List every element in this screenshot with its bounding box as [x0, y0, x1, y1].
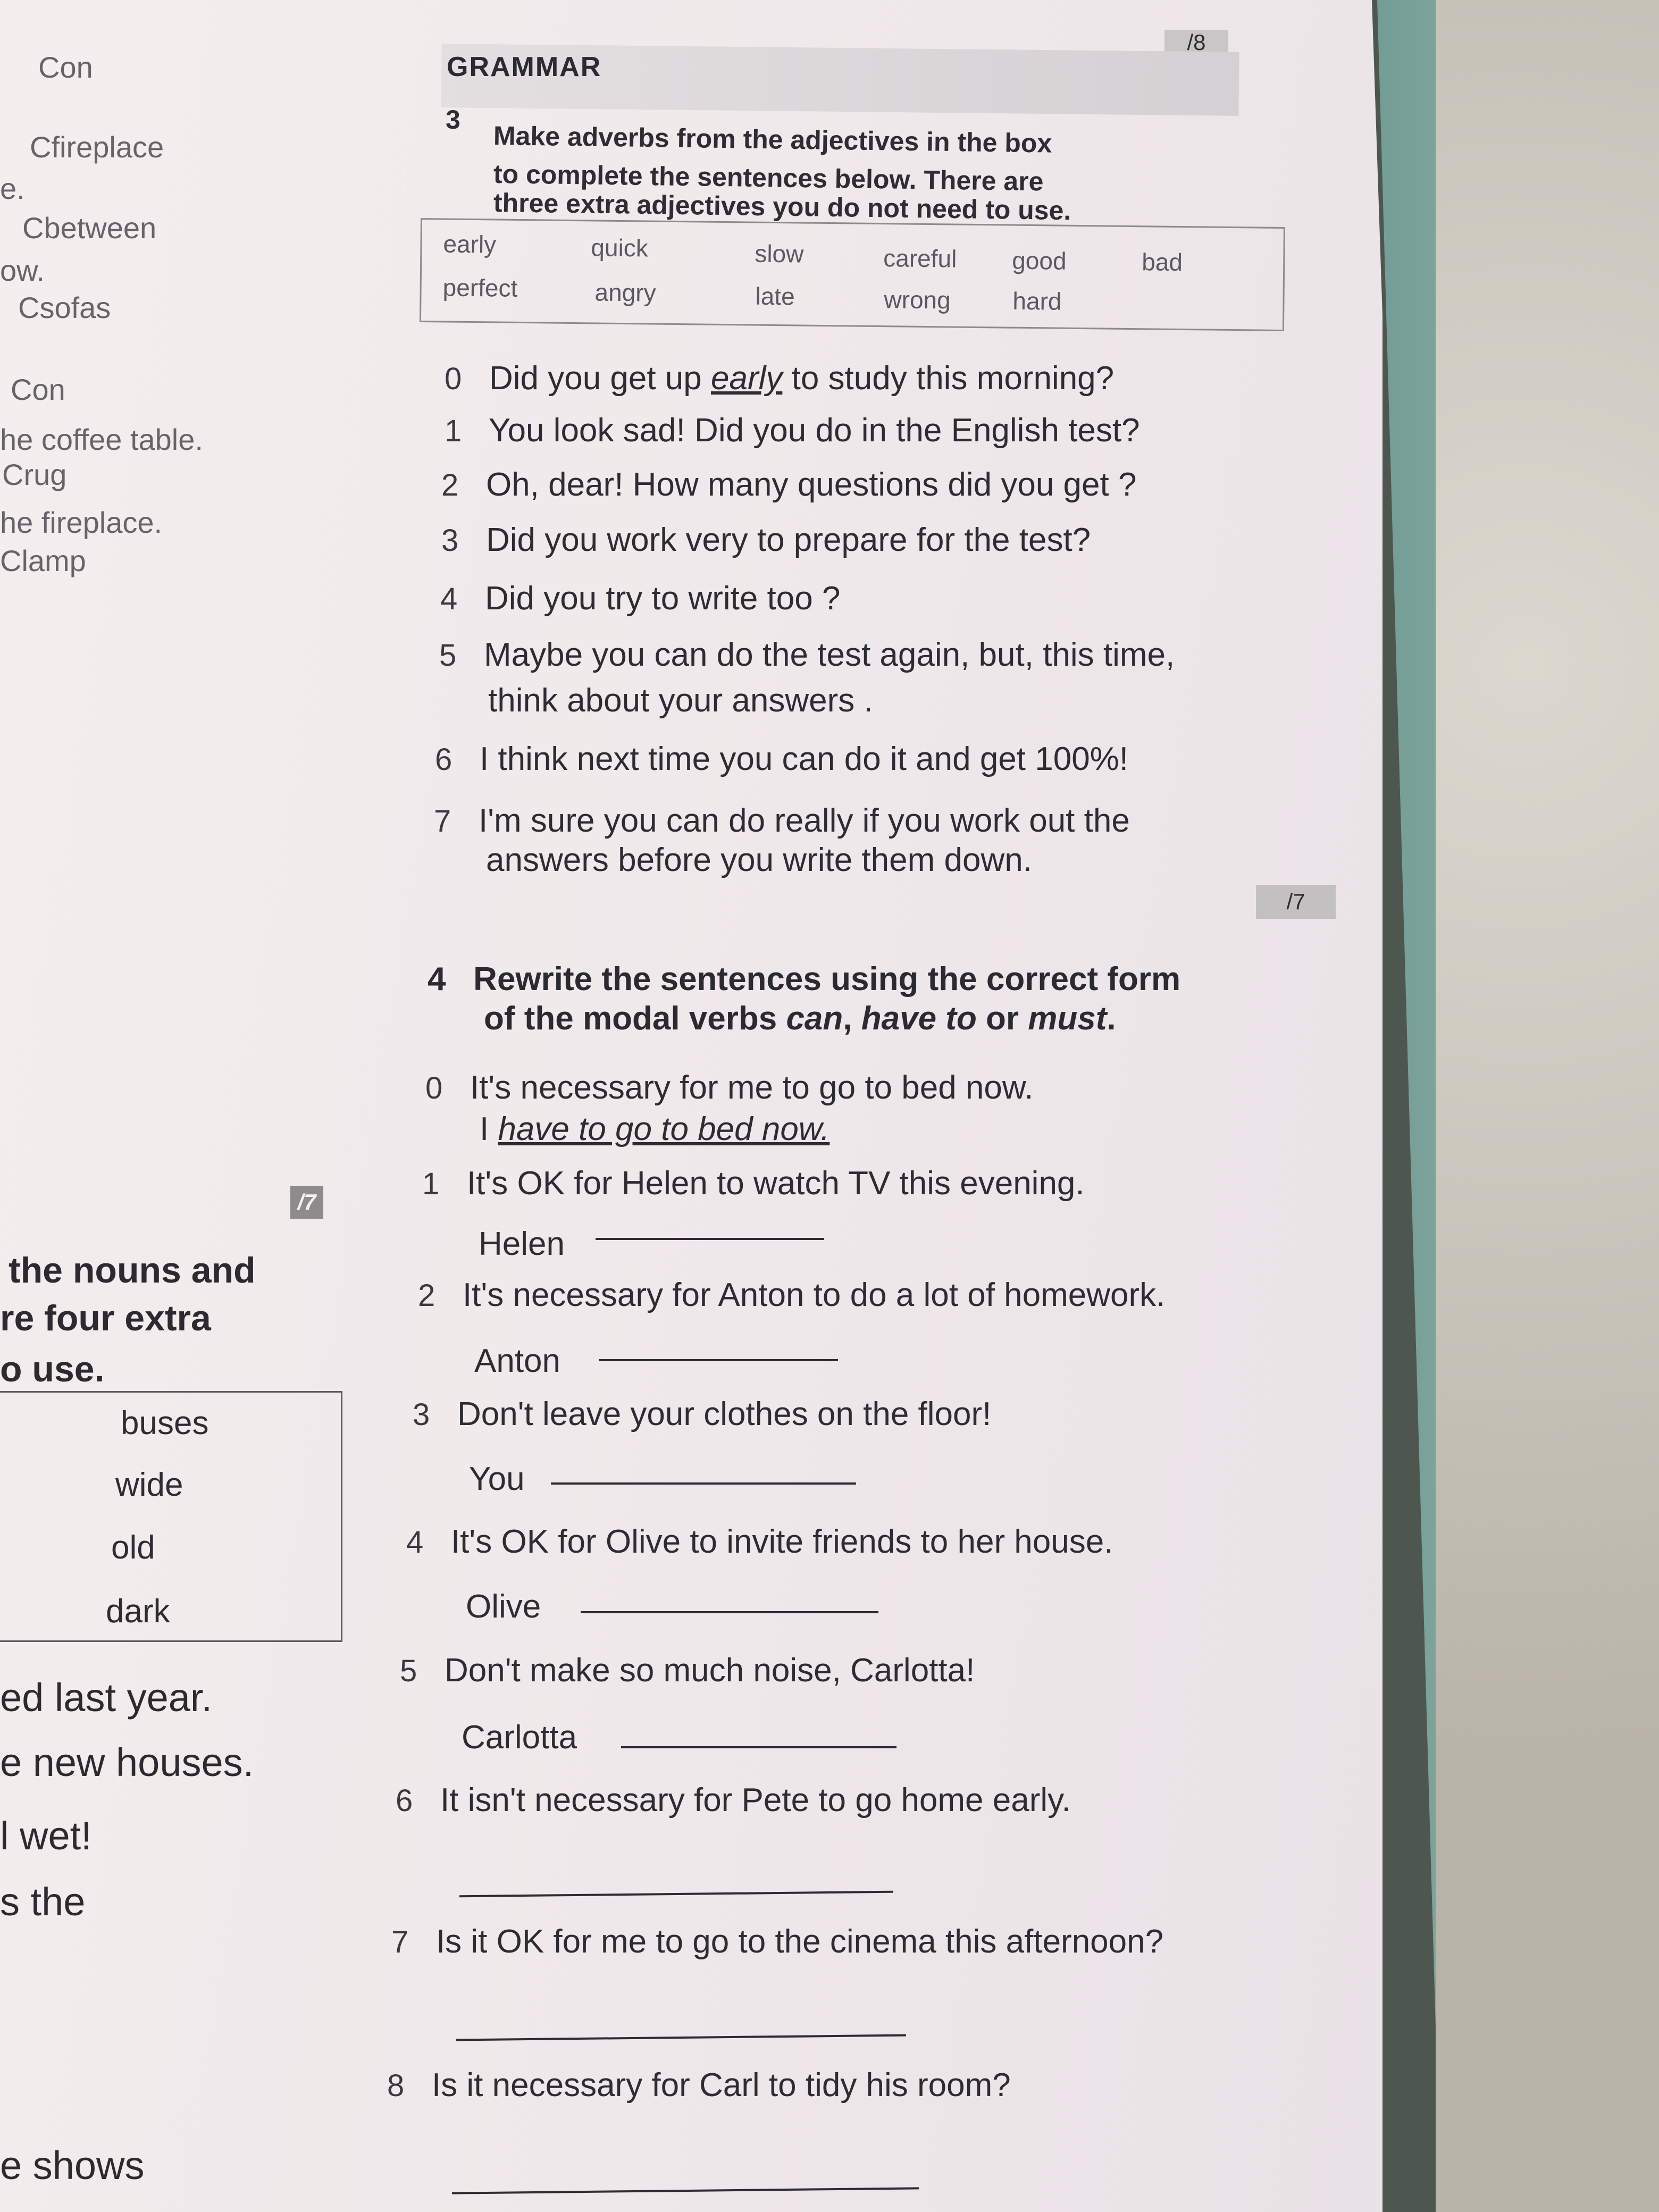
item-number: 6 [396, 1783, 413, 1818]
separator: , [843, 1000, 861, 1037]
item-number: 6 [435, 742, 453, 777]
left-item: Cbetween [22, 211, 157, 245]
item-number: 5 [400, 1654, 417, 1688]
left-item: e. [0, 172, 25, 205]
word-box-item: early [443, 230, 497, 258]
ex3-item-5-cont: think about your answers . [488, 682, 873, 719]
ex4-instruction-line2 [484, 1000, 1116, 1037]
item-text: I'm sure you can do really if you work out the [478, 802, 1130, 839]
item-number: 4 [440, 582, 458, 616]
item-text: Maybe you can do the test again, but, this time, [483, 636, 1175, 673]
left-item: he coffee table. [0, 423, 203, 456]
ex3-item-7-cont: answers before you write them down. [486, 842, 1032, 878]
word-box-item: late [755, 282, 795, 311]
item-text: Don't leave your clothes on the floor! [457, 1396, 992, 1432]
left-word-box [0, 1391, 342, 1642]
ex4-item-0-answer [480, 1110, 830, 1148]
left-score-badge [290, 1186, 323, 1219]
left-sentence: s the [0, 1880, 86, 1924]
ex3-item-0 [445, 359, 1114, 397]
example-answer: have to go to bed now. [498, 1111, 830, 1147]
item-text: It's necessary for Anton to do a lot of homework. [462, 1277, 1166, 1313]
left-sentence: l wet! [0, 1814, 92, 1858]
item-text: Don't make so much noise, Carlotta! [444, 1652, 975, 1689]
modal-have-to: have to [861, 1000, 977, 1037]
adjective-word-box [420, 218, 1285, 331]
answer-line[interactable] [599, 1359, 838, 1361]
ex4-number: 4 [428, 961, 446, 998]
ex4-item-3 [413, 1395, 991, 1433]
ex4-instruction-text: Rewrite the sentences using the correct form [473, 961, 1181, 998]
left-item: Cfireplace [30, 130, 164, 164]
item-text: Is it necessary for Carl to tidy his room? [431, 2067, 1011, 2104]
left-item: Clamp [0, 544, 86, 577]
item-text: It's OK for Helen to watch TV this evening. [466, 1165, 1085, 1202]
separator: or [976, 1000, 1028, 1037]
modal-can: can [786, 1000, 843, 1037]
grammar-heading: GRAMMAR [447, 52, 602, 82]
ex4-item-0 [425, 1069, 1033, 1107]
ex3-item-6 [435, 740, 1128, 778]
ex4-item-1 [422, 1164, 1085, 1202]
word-box-item: bad [1141, 248, 1183, 276]
ex4-item-2 [418, 1276, 1165, 1314]
item-text: Is it OK for me to go to the cinema this afternoon? [435, 1923, 1164, 1960]
item-text: It isn't necessary for Pete to go home early. [440, 1782, 1071, 1819]
ex4-item-3-start: You [469, 1461, 525, 1497]
ex4-item-5-start: Carlotta [462, 1719, 577, 1756]
instruction-prefix: of the modal verbs [484, 1000, 786, 1037]
item-number: 1 [445, 414, 462, 448]
word-box-item: angry [594, 278, 656, 307]
item-text: You look sad! Did you do in the English test? [488, 412, 1140, 449]
score-text: /8 [1187, 30, 1206, 55]
item-text: It's OK for Olive to invite friends to her house. [450, 1523, 1113, 1560]
answer-prefix: I [480, 1111, 498, 1147]
word-box-item: dark [106, 1593, 170, 1630]
item-text: Did you try to write too ? [484, 580, 841, 617]
ex3-number: 3 [446, 105, 460, 135]
ex4-item-6 [396, 1781, 1071, 1819]
ex3-item-7 [434, 802, 1130, 840]
ex3-item-5 [439, 636, 1175, 674]
word-box-item: wrong [884, 286, 951, 314]
item-number: 8 [387, 2068, 405, 2103]
word-box-item: slow [755, 239, 804, 268]
answer-line[interactable] [581, 1611, 878, 1613]
ex4-item-5 [400, 1652, 975, 1689]
item-text-after: to study this morning? [782, 360, 1115, 397]
item-number: 7 [391, 1925, 409, 1959]
word-box-item: buses [121, 1405, 209, 1442]
item-text: I think next time you can do it and get 100%! [479, 741, 1129, 777]
score-text: /7 [297, 1189, 316, 1214]
left-instruction-line1: the nouns and [9, 1250, 256, 1291]
left-item: Con [38, 51, 93, 84]
ex3-item-1 [445, 412, 1140, 449]
item-number: 3 [413, 1397, 430, 1432]
left-sentence: ed last year. [0, 1675, 213, 1720]
ex4-item-4 [406, 1523, 1113, 1561]
answer-line[interactable] [621, 1746, 896, 1748]
word-box-item: hard [1012, 287, 1062, 315]
item-number: 5 [439, 638, 457, 673]
ex3-item-3 [441, 521, 1091, 559]
item-number: 7 [434, 804, 451, 839]
word-box-item: careful [883, 244, 957, 273]
answer-line[interactable] [551, 1482, 856, 1485]
example-answer: early [711, 360, 783, 397]
full-stop: . [1107, 1000, 1116, 1037]
item-text-before: Did you get up [489, 360, 711, 397]
score-text: /7 [1286, 889, 1305, 914]
word-box-item: perfect [442, 273, 518, 302]
answer-line[interactable] [596, 1238, 824, 1240]
left-item: Csofas [18, 291, 111, 324]
item-text: It's necessary for me to go to bed now. [470, 1069, 1034, 1106]
item-number: 0 [445, 362, 462, 396]
word-box-item: quick [591, 233, 649, 262]
item-number: 3 [441, 523, 459, 558]
item-text: Oh, dear! How many questions did you get ? [485, 466, 1137, 503]
ex4-item-7 [391, 1923, 1163, 1960]
item-number: 0 [425, 1071, 443, 1105]
left-instruction-line3: o use. [0, 1349, 105, 1389]
left-item: Crug [2, 458, 67, 491]
ex4-item-2-start: Anton [474, 1343, 561, 1379]
ex3-instruction-line1: Make adverbs from the adjectives in the box [493, 121, 1052, 158]
ex4-item-8 [387, 2066, 1011, 2104]
item-number: 1 [422, 1167, 440, 1201]
left-sentence: e new houses. [0, 1740, 254, 1784]
ex3-item-2 [441, 466, 1136, 504]
ex4-instruction-line1 [428, 960, 1180, 998]
left-item: he fireplace. [0, 506, 163, 539]
item-number: 4 [406, 1525, 424, 1560]
ex3-score-badge [1256, 885, 1336, 919]
word-box-item: good [1011, 246, 1067, 275]
ex4-item-4-start: Olive [466, 1588, 541, 1625]
ex3-instruction-line2: to complete the sentences below. There are [493, 159, 1044, 197]
modal-must: must [1028, 1000, 1107, 1037]
left-instruction-line2: re four extra [0, 1298, 211, 1338]
ex3-item-4 [440, 580, 840, 617]
left-sentence: e shows [0, 2143, 145, 2188]
item-number: 2 [418, 1278, 435, 1313]
ex4-item-1-start: Helen [479, 1226, 565, 1262]
left-item: ow. [0, 254, 45, 287]
item-number: 2 [441, 468, 459, 502]
item-text: Did you work very to prepare for the test? [485, 522, 1091, 558]
background-blanket [1436, 0, 1659, 2212]
ex3-instruction-line3: three extra adjectives you do not need to use. [493, 188, 1071, 226]
left-item: Con [11, 373, 65, 406]
word-box-item: old [111, 1529, 155, 1566]
word-box-item: wide [115, 1467, 183, 1503]
